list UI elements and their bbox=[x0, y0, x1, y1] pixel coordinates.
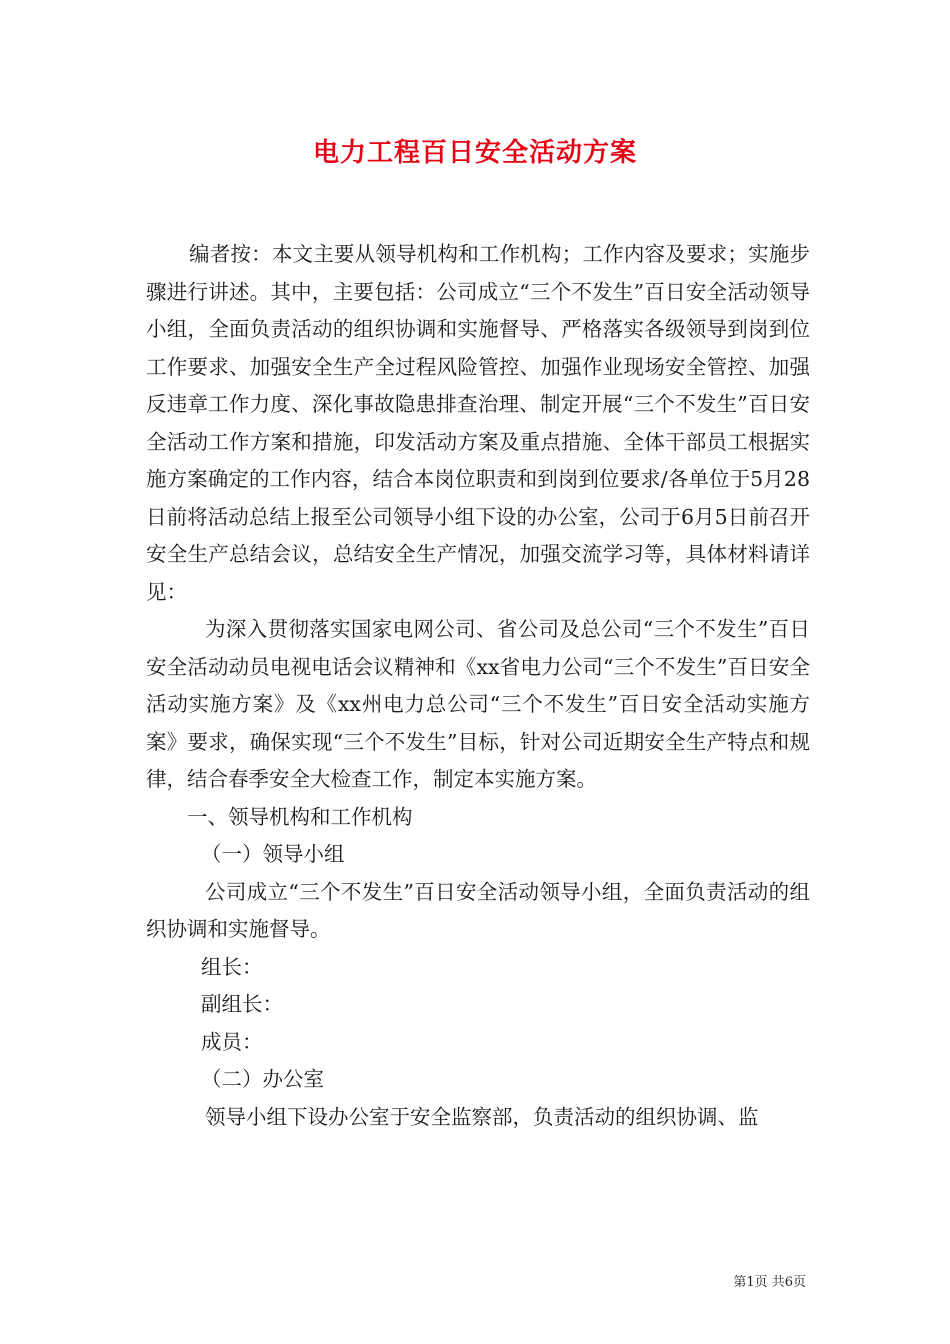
leader-line: 组长： bbox=[201, 954, 263, 979]
subsection-heading: （一）领导小组 bbox=[201, 842, 345, 866]
section-heading: 一、领导机构和工作机构 bbox=[187, 804, 413, 829]
leadership-paragraph: 公司成立“三个不发生”百日安全活动领导小组，全面负责活动的组织协调和实施督导。 bbox=[146, 879, 810, 941]
editor-note-paragraph: 编者按：本文主要从领导机构和工作机构；工作内容及要求；实施步骤进行讲述。其中，主要包括：公司成立“三个不发生”百日安全活动领导小组，全面负责活动的组织协调和实施督导、严格落实各级领导到岗到位工作要求、加强安全生产全过程风险管控、加强作业现场安全管控、加强反违章工作力度、深化事故隐患排查治理、制定开展“三个不发生”百日安全活动工作方案和措施，印发活动方案及重点措施、全体干部员工根据实施方案确定的工作内容，结合本岗位职责和到岗到位要求/各单位于5月28日前将活动总结上报至公司领导小组下设的办公室，公司于6月5日前召开安全生产总结会议，总结安全生产情况，加强交流学习等，具体材料请详见： bbox=[146, 242, 810, 604]
document-body bbox=[146, 236, 810, 1136]
members-line: 成员： bbox=[201, 1029, 263, 1054]
intro-paragraph: 为深入贯彻落实国家电网公司、省公司及总公司“三个不发生”百日安全活动动员电视电话会议精神和《xx省电力公司“三个不发生”百日安全活动实施方案》及《xx州电力总公司“三个不发生”百日安全活动实施方案》要求，确保实现“三个不发生”目标，针对公司近期安全生产特点和规律，结合春季安全大检查工作，制定本实施方案。 bbox=[146, 617, 810, 791]
subsection-heading: （二）办公室 bbox=[201, 1067, 324, 1091]
deputy-leader-line: 副组长： bbox=[201, 992, 283, 1016]
page-number: 第1页 共6页 bbox=[733, 1275, 806, 1290]
office-paragraph: 领导小组下设办公室于安全监察部，负责活动的组织协调、监 bbox=[205, 1104, 759, 1129]
document-title: 电力工程百日安全活动方案 bbox=[312, 138, 637, 168]
